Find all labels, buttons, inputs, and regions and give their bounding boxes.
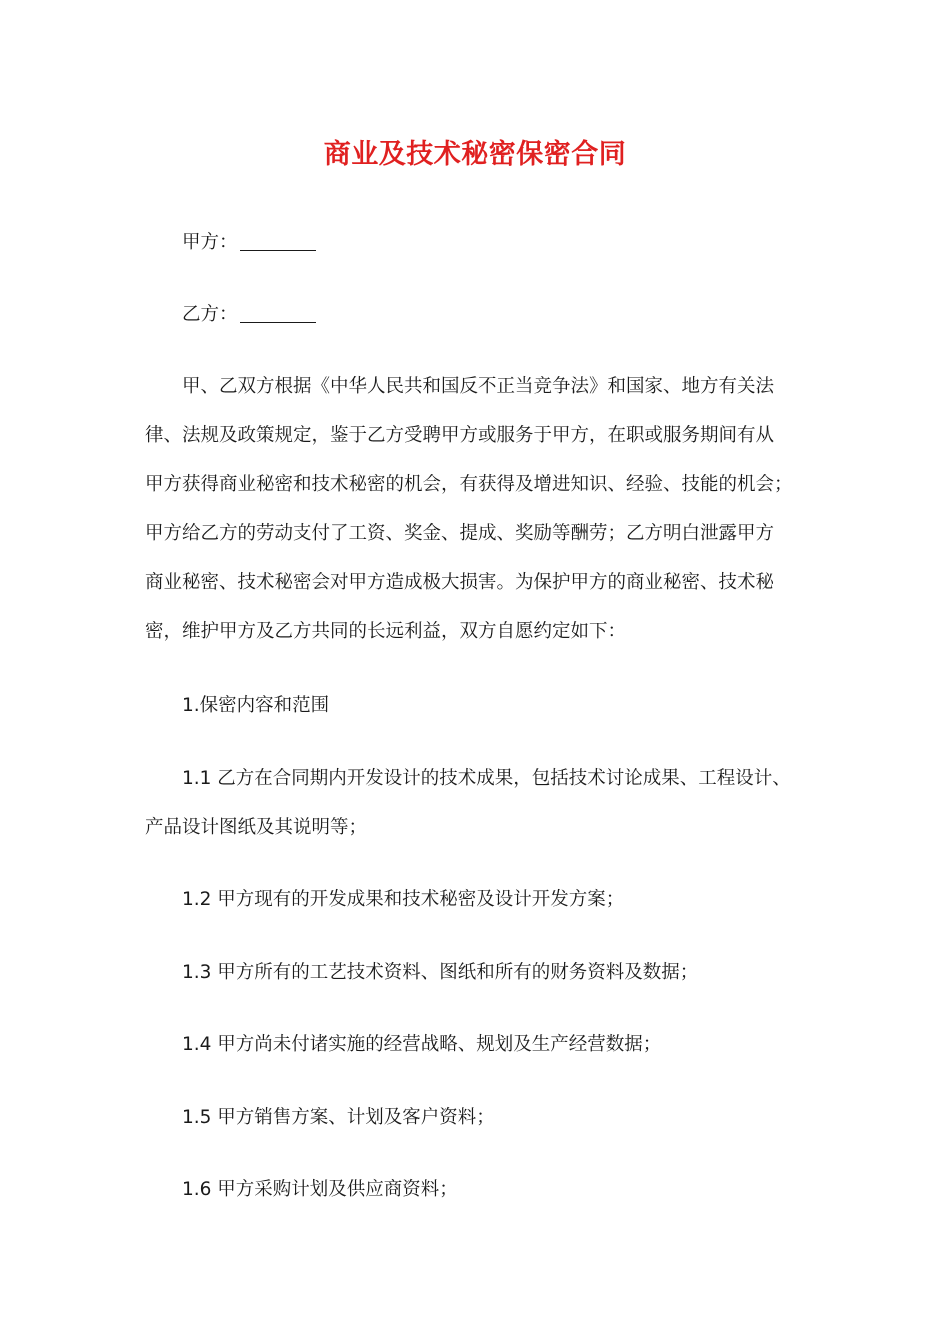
preamble-line: 密，维护甲方及乙方共同的长远利益，双方自愿约定如下： [145,621,627,642]
party-a-label: 甲方： [182,232,238,253]
clause-1-1-line: 1.1 乙方在合同期内开发设计的技术成果，包括技术讨论成果、工程设计、 [182,768,791,789]
section-1-heading: 1.保密内容和范围 [182,695,330,716]
preamble-line: 律、法规及政策规定，鉴于乙方受聘甲方或服务于甲方，在职或服务期间有从 [145,425,775,446]
clause-1-6: 1.6 甲方采购计划及供应商资料； [182,1179,458,1200]
preamble-line: 甲方获得商业秘密和技术秘密的机会，有获得及增进知识、经验、技能的机会； [145,474,793,495]
preamble-line: 甲方给乙方的劳动支付了工资、奖金、提成、奖励等酬劳；乙方明白泄露甲方 [145,523,775,544]
party-a-blank [240,232,316,251]
party-a-line [182,231,847,255]
clause-1-5: 1.5 甲方销售方案、计划及客户资料； [182,1107,495,1128]
document-title: 商业及技术秘密保密合同 [323,139,627,170]
clause-1-3: 1.3 甲方所有的工艺技术资料、图纸和所有的财务资料及数据； [182,962,699,983]
preamble-line: 商业秘密、技术秘密会对甲方造成极大损害。为保护甲方的商业秘密、技术秘 [145,572,775,593]
party-b-blank [240,304,316,323]
clause-1-4: 1.4 甲方尚未付诸实施的经营战略、规划及生产经营数据； [182,1034,662,1055]
clause-1-1-line: 产品设计图纸及其说明等； [145,817,368,838]
party-b-label: 乙方： [182,304,238,325]
preamble-line: 甲、乙双方根据《中华人民共和国反不正当竞争法》和国家、地方有关法 [182,376,775,397]
clause-1-2: 1.2 甲方现有的开发成果和技术秘密及设计开发方案； [182,889,625,910]
party-b-line [182,303,847,327]
